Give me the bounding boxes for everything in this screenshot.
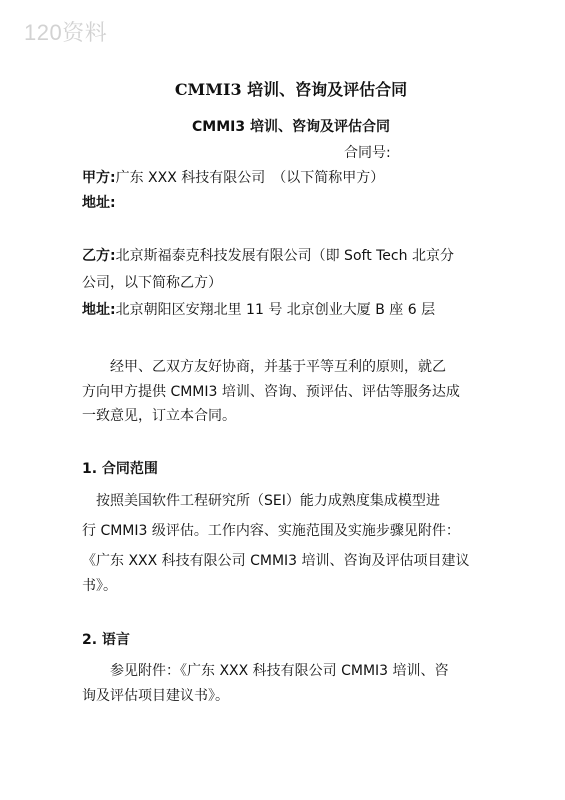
document-subtitle: CMMI3 培训、咨询及评估合同: [192, 119, 390, 135]
party-a-value: 广东 XXX 科技有限公司 （以下简称甲方）: [115, 170, 385, 186]
party-b-address-line: [82, 300, 435, 320]
party-b-address-label: 地址:: [82, 302, 116, 318]
watermark: 120资料: [24, 20, 108, 45]
party-b-value-1: 北京斯福泰克科技发展有限公司（即 Soft Tech 北京分: [115, 248, 454, 264]
document-title: CMMI3 培训、咨询及评估合同: [174, 80, 408, 99]
section-1-line-2: 行 CMMI3 级评估。工作内容、实施范围及实施步骤见附件：: [82, 523, 460, 539]
section-2-heading: 2. 语言: [82, 632, 130, 648]
party-b-label: 乙方:: [82, 248, 116, 264]
intro-line-3: 一致意见，订立本合同。: [82, 408, 236, 424]
section-2-line-1: 参见附件：《广东 XXX 科技有限公司 CMMI3 培训、咨: [110, 663, 449, 679]
party-a-address-label: 地址:: [82, 195, 116, 211]
section-1-line-4: 书》。: [82, 578, 117, 594]
contract-number-label: 合同号:: [344, 145, 391, 161]
section-1-line-3: 《广东 XXX 科技有限公司 CMMI3 培训、咨询及评估项目建议: [82, 553, 470, 569]
party-a-label: 甲方:: [82, 170, 116, 186]
section-2-line-2: 询及评估项目建议书》。: [82, 688, 229, 704]
intro-line-2: 方向甲方提供 CMMI3 培训、咨询、预评估、评估等服务达成: [82, 384, 460, 400]
party-b-line: [82, 246, 454, 266]
section-1-line-1: 按照美国软件工程研究所（SEI）能力成熟度集成模型进: [96, 493, 440, 509]
party-b-value-2: 公司，以下简称乙方）: [82, 275, 222, 291]
section-1-heading: 1. 合同范围: [82, 461, 158, 477]
intro-line-1: 经甲、乙双方友好协商，并基于平等互利的原则，就乙: [110, 359, 446, 375]
party-b-address-value: 北京朝阳区安翔北里 11 号 北京创业大厦 B 座 6 层: [115, 302, 436, 318]
party-a-line: [82, 168, 384, 188]
